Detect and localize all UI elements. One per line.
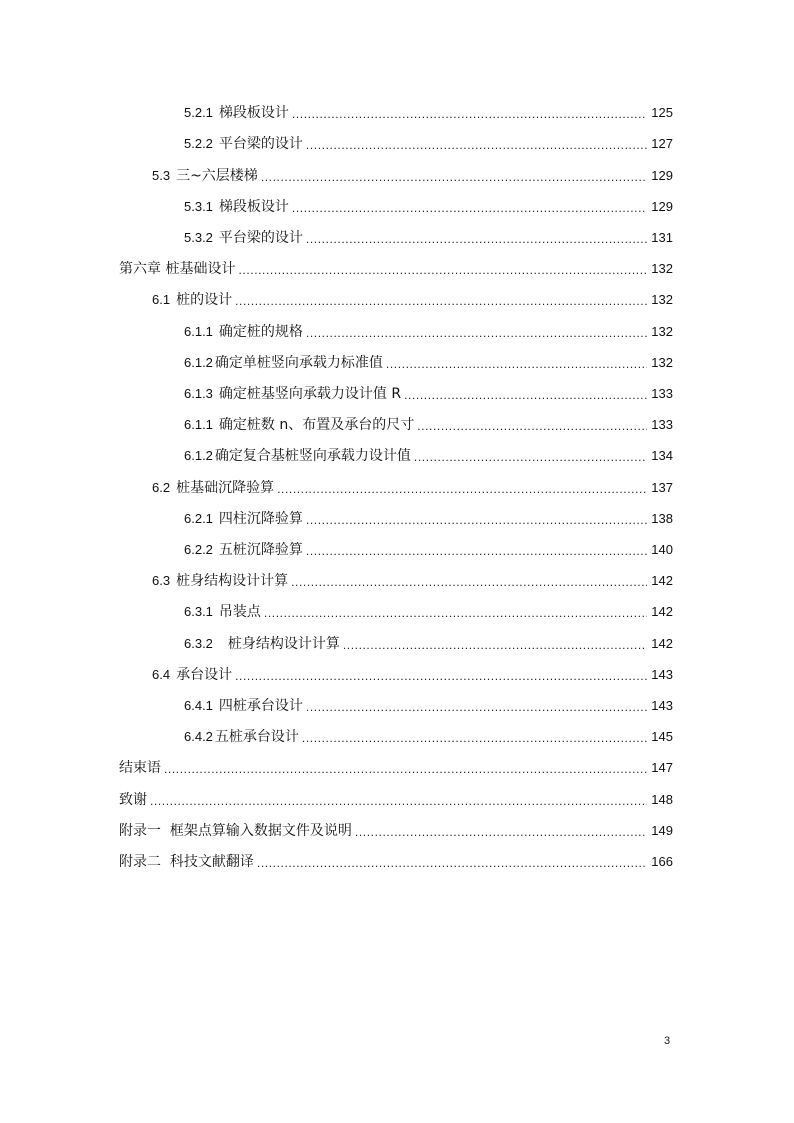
toc-entry[interactable] (184, 350, 673, 372)
toc-dot-leader (235, 293, 647, 309)
toc-entry[interactable] (152, 662, 673, 684)
toc-entry-number: 6.1.2 (184, 448, 213, 463)
toc-entry-number: 6.4.1 (184, 698, 213, 713)
toc-dot-leader (414, 449, 647, 465)
toc-dot-leader (261, 169, 647, 185)
toc-entry-number: 5.2.2 (184, 136, 213, 151)
toc-entry[interactable] (184, 225, 673, 247)
toc-entry[interactable] (184, 537, 673, 559)
toc-dot-leader (343, 637, 647, 653)
toc-entry-page: 138 (651, 511, 673, 526)
toc-dot-leader (404, 387, 647, 403)
toc-dot-leader (264, 605, 647, 621)
toc-entry-number: 6.2.2 (184, 542, 213, 557)
toc-entry[interactable] (119, 256, 673, 278)
toc-entry-page: 145 (651, 729, 673, 744)
toc-entry-title: 四桩承台设计 (218, 698, 303, 714)
toc-entry-title: 五桩承台设计 (214, 729, 299, 745)
toc-dot-leader (292, 106, 647, 122)
toc-entry-page: 142 (651, 636, 673, 651)
toc-entry-number: 6.1.2 (184, 355, 213, 370)
toc-entry[interactable] (119, 818, 673, 840)
toc-entry[interactable] (152, 287, 673, 309)
toc-dot-leader (306, 137, 647, 153)
toc-entry-title: 梯段板设计 (218, 199, 289, 215)
toc-entry-number: 5.3 (152, 168, 171, 183)
toc-entry-title: 桩基础沉降验算 (176, 480, 275, 496)
toc-entry-title: 吊装点 (218, 604, 261, 620)
toc-entry-page: 133 (651, 386, 673, 401)
toc-entry-number: 6.1 (152, 292, 171, 307)
toc-entry-page: 149 (651, 823, 673, 838)
toc-entry-number: 5.2.1 (184, 105, 213, 120)
toc-entry-page: 125 (651, 105, 673, 120)
toc-dot-leader (235, 668, 647, 684)
toc-entry-title: 致谢 (119, 792, 147, 808)
toc-entry-title: 确定桩的规格 (218, 324, 303, 340)
toc-entry-title: 三~六层楼梯 (176, 168, 258, 184)
page-number: 3 (664, 1035, 671, 1047)
toc-entry-title: 承台设计 (176, 667, 233, 683)
toc-dot-leader (306, 512, 647, 528)
toc-dot-leader (306, 231, 647, 247)
toc-dot-leader (277, 481, 647, 497)
toc-entry-number: 6.2 (152, 480, 171, 495)
toc-entry-page: 127 (651, 136, 673, 151)
toc-entry-title: 五桩沉降验算 (218, 542, 303, 558)
toc-entry[interactable] (184, 412, 673, 434)
toc-entry-page: 134 (651, 448, 673, 463)
toc-entry-number: 6.2.1 (184, 511, 213, 526)
toc-entry-number: 6.1.3 (184, 386, 213, 401)
toc-entry-title: 桩身结构设计计算 (176, 573, 289, 589)
toc-entry-number: 6.1.1 (184, 324, 213, 339)
toc-entry-page: 129 (651, 168, 673, 183)
toc-entry[interactable] (184, 724, 673, 746)
toc-entry-number: 6.4 (152, 667, 171, 682)
toc-entry-title: 确定桩基竖向承载力设计值 R (218, 386, 402, 402)
toc-entry-page: 142 (651, 604, 673, 619)
toc-entry-page: 147 (651, 760, 673, 775)
toc-entry-title: 梯段板设计 (218, 105, 289, 121)
toc-entry-page: 132 (651, 292, 673, 307)
toc-entry-title: 结束语 (119, 760, 161, 776)
toc-entry[interactable] (152, 475, 673, 497)
toc-entry[interactable] (152, 568, 673, 590)
toc-entry-title: 桩身结构设计计算 (218, 636, 340, 652)
toc-entry-page: 131 (651, 230, 673, 245)
toc-entry-number: 6.4.2 (184, 729, 213, 744)
toc-entry[interactable] (184, 100, 673, 122)
toc-entry-title: 附录一 框架点算输入数据文件及说明 (119, 823, 352, 839)
toc-entry-title: 平台梁的设计 (218, 136, 303, 152)
toc-entry[interactable] (152, 163, 673, 185)
toc-dot-leader (257, 855, 647, 871)
toc-entry-title: 平台梁的设计 (218, 230, 303, 246)
toc-entry[interactable] (184, 131, 673, 153)
toc-entry-title: 桩的设计 (176, 292, 233, 308)
toc-entry-title: 确定桩数 n、布置及承台的尺寸 (218, 417, 415, 433)
toc-entry-number: 6.3.1 (184, 604, 213, 619)
toc-entry-number: 5.3.2 (184, 230, 213, 245)
toc-entry[interactable] (184, 443, 673, 465)
toc-entry[interactable] (184, 599, 673, 621)
toc-dot-leader (291, 574, 647, 590)
toc-dot-leader (417, 418, 647, 434)
toc-entry-page: 143 (651, 698, 673, 713)
toc-entry-title: 第六章 桩基础设计 (119, 261, 236, 277)
toc-dot-leader (164, 761, 647, 777)
toc-entry-number: 5.3.1 (184, 199, 213, 214)
toc-entry[interactable] (119, 849, 673, 871)
toc-entry[interactable] (119, 787, 673, 809)
toc-entry[interactable] (119, 755, 673, 777)
toc-entry-page: 137 (651, 480, 673, 495)
toc-entry-page: 132 (651, 261, 673, 276)
toc-dot-leader (355, 824, 647, 840)
toc-entry-number: 6.1.1 (184, 417, 213, 432)
toc-entry-number: 6.3 (152, 573, 171, 588)
toc-entry-title: 附录二 科技文献翻译 (119, 854, 254, 870)
toc-entry[interactable] (184, 506, 673, 528)
toc-entry-page: 142 (651, 573, 673, 588)
toc-entry[interactable] (184, 194, 673, 216)
toc-dot-leader (150, 793, 647, 809)
toc-entry-title: 四柱沉降验算 (218, 511, 303, 527)
toc-entry-page: 132 (651, 355, 673, 370)
toc-entry[interactable] (184, 631, 673, 653)
toc-entry-page: 133 (651, 417, 673, 432)
toc-entry-page: 166 (651, 854, 673, 869)
toc-entry-number: 6.3.2 (184, 636, 213, 651)
toc-dot-leader (306, 325, 647, 341)
toc-dot-leader (386, 356, 647, 372)
toc-dot-leader (306, 699, 647, 715)
toc-entry[interactable] (184, 381, 673, 403)
toc-entry-page: 132 (651, 324, 673, 339)
toc-entry-page: 140 (651, 542, 673, 557)
toc-entry[interactable] (184, 319, 673, 341)
toc-entry-page: 129 (651, 199, 673, 214)
toc-entry-title: 确定复合基桩竖向承载力设计值 (214, 448, 411, 464)
toc-dot-leader (306, 543, 647, 559)
toc-entry-page: 148 (651, 792, 673, 807)
toc-entry-page: 143 (651, 667, 673, 682)
toc-dot-leader (292, 200, 647, 216)
toc-entry-title: 确定单桩竖向承载力标准值 (214, 355, 383, 371)
toc-dot-leader (302, 730, 647, 746)
toc-dot-leader (238, 262, 647, 278)
toc-entry[interactable] (184, 693, 673, 715)
